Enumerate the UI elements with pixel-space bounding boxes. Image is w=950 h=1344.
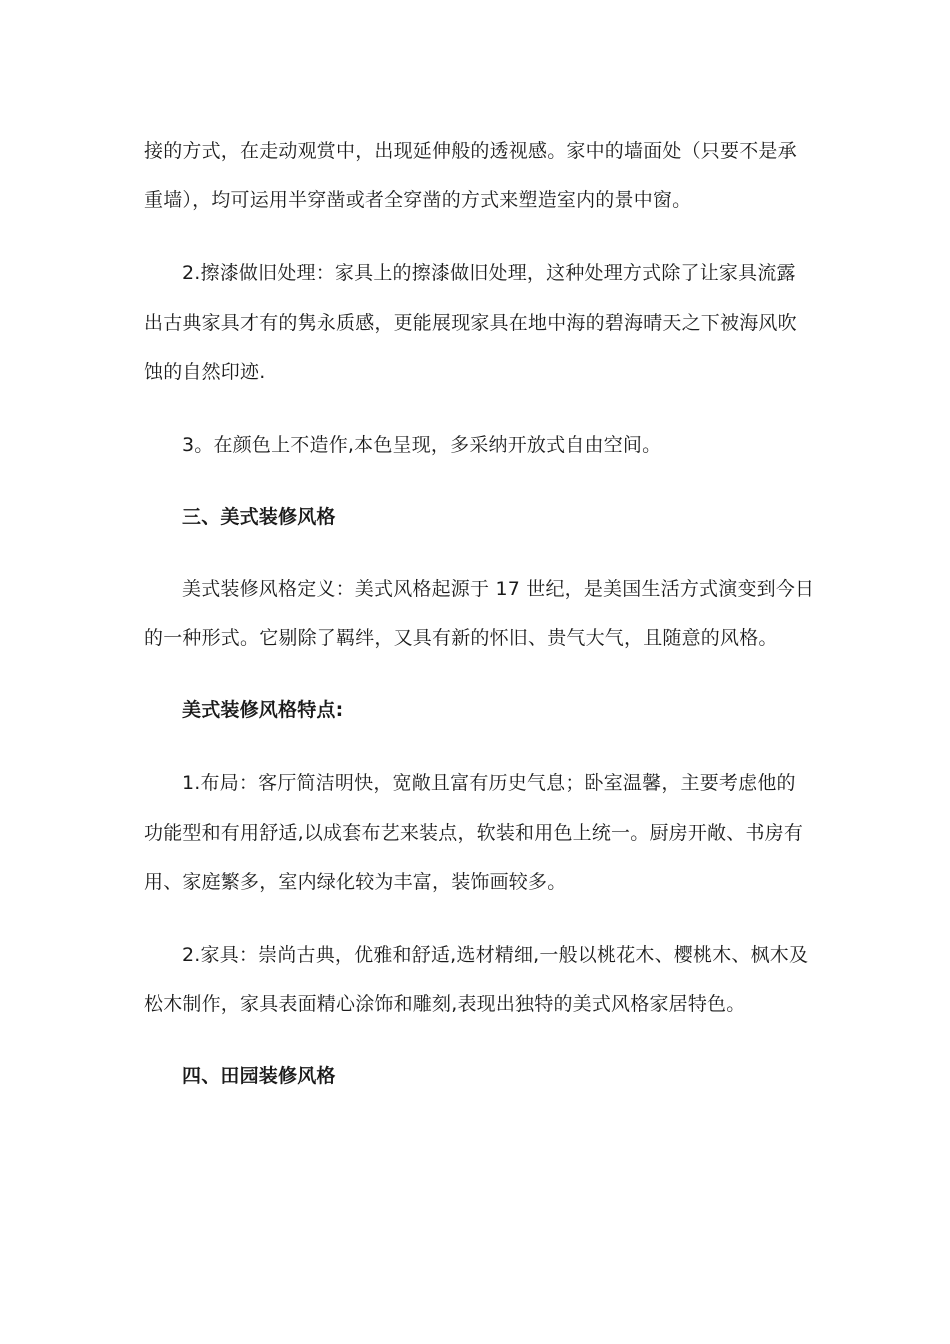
- paragraph-line: 出古典家具才有的隽永质感，更能展现家具在地中海的碧海晴天之下被海风吹: [144, 312, 797, 334]
- paragraph-line: 2.擦漆做旧处理：家具上的擦漆做旧处理，这种处理方式除了让家具流露: [182, 262, 796, 284]
- section-heading: 四、田园装修风格: [182, 1065, 336, 1087]
- paragraph-line: 美式装修风格定义：美式风格起源于 17 世纪，是美国生活方式演变到今日: [182, 578, 815, 600]
- paragraph-line: 接的方式，在走动观赏中，出现延伸般的透视感。家中的墙面处（只要不是承: [144, 140, 797, 162]
- paragraph-line: 2.家具：崇尚古典，优雅和舒适,选材精细,一般以桃花木、樱桃木、枫木及: [182, 944, 809, 966]
- subsection-heading: 美式装修风格特点:: [182, 699, 344, 721]
- paragraph-line: 重墙），均可运用半穿凿或者全穿凿的方式来塑造室内的景中窗。: [144, 189, 692, 211]
- paragraph-line: 功能型和有用舒适,以成套布艺来装点，软装和用色上统一。厨房开敞、书房有: [144, 822, 804, 844]
- paragraph-line: 1.布局：客厅简洁明快，宽敞且富有历史气息；卧室温馨，主要考虑他的: [182, 772, 796, 794]
- paragraph-line: 用、家庭繁多，室内绿化较为丰富，装饰画较多。: [144, 871, 567, 893]
- section-heading: 三、美式装修风格: [182, 506, 336, 528]
- paragraph-line: 3。在颜色上不造作,本色呈现，多采纳开放式自由空间。: [182, 434, 662, 456]
- paragraph-line: 的一种形式。它剔除了羁绊，又具有新的怀旧、贵气大气，且随意的风格。: [144, 627, 778, 649]
- paragraph-line: 蚀的自然印迹.: [144, 361, 266, 383]
- paragraph-line: 松木制作，家具表面精心涂饰和雕刻,表现出独特的美式风格家居特色。: [144, 993, 746, 1015]
